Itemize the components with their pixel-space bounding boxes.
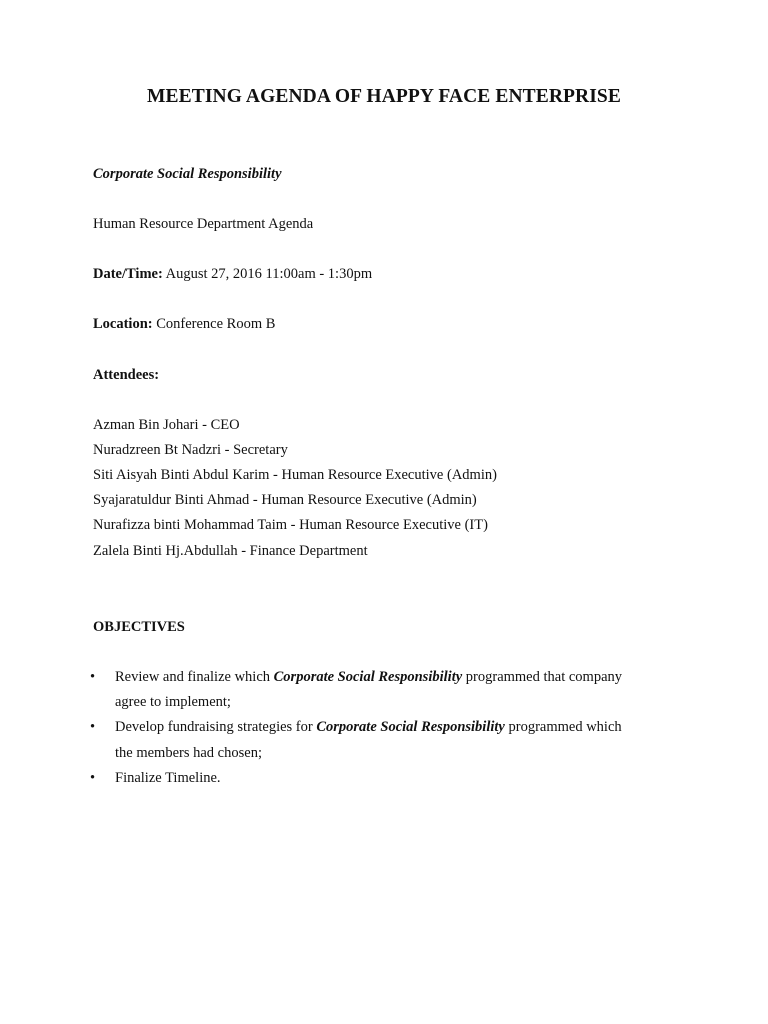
bullet-icon: •	[90, 719, 96, 735]
objective-text: Finalize Timeline.	[115, 770, 221, 786]
location-label: Location:	[93, 316, 153, 332]
location-value: Conference Room B	[152, 316, 276, 332]
datetime-line	[93, 265, 372, 283]
objective-item	[115, 668, 622, 686]
objective-continuation: agree to implement;	[115, 694, 231, 710]
bullet-icon: •	[90, 770, 96, 786]
location-line	[93, 315, 275, 333]
attendee-item: Nurafizza binti Mohammad Taim - Human Resource Executive (IT)	[93, 517, 488, 533]
attendee-item: Siti Aisyah Binti Abdul Karim - Human Resource Executive (Admin)	[93, 467, 497, 483]
objective-continuation: the members had chosen;	[115, 745, 262, 761]
attendee-item: Syajaratuldur Binti Ahmad - Human Resource Executive (Admin)	[93, 492, 477, 508]
objective-item	[115, 769, 221, 787]
objective-emphasis: Corporate Social Responsibility	[273, 669, 463, 685]
attendee-item: Nuradzreen Bt Nadzri - Secretary	[93, 442, 288, 458]
objective-emphasis: Corporate Social Responsibility	[316, 719, 505, 735]
bullet-icon: •	[90, 669, 96, 685]
department-agenda: Human Resource Department Agenda	[93, 216, 314, 232]
subtitle-text: Corporate Social Responsibility	[93, 166, 282, 182]
objective-text: Develop fundraising strategies for	[115, 719, 317, 735]
objective-text: programmed that company	[462, 669, 623, 685]
datetime-value: August 27, 2016 11:00am - 1:30pm	[162, 266, 373, 282]
objective-text: Review and finalize which	[115, 669, 274, 685]
attendee-item: Azman Bin Johari - CEO	[93, 417, 240, 433]
subtitle	[93, 165, 282, 183]
document-title: MEETING AGENDA OF HAPPY FACE ENTERPRISE	[147, 86, 621, 107]
attendee-item: Zalela Binti Hj.Abdullah - Finance Department	[93, 543, 368, 559]
objective-item	[115, 718, 622, 736]
attendees-heading: Attendees:	[93, 367, 160, 383]
datetime-label: Date/Time:	[93, 266, 163, 282]
objectives-heading: OBJECTIVES	[93, 619, 185, 635]
objective-text: programmed which	[504, 719, 622, 735]
